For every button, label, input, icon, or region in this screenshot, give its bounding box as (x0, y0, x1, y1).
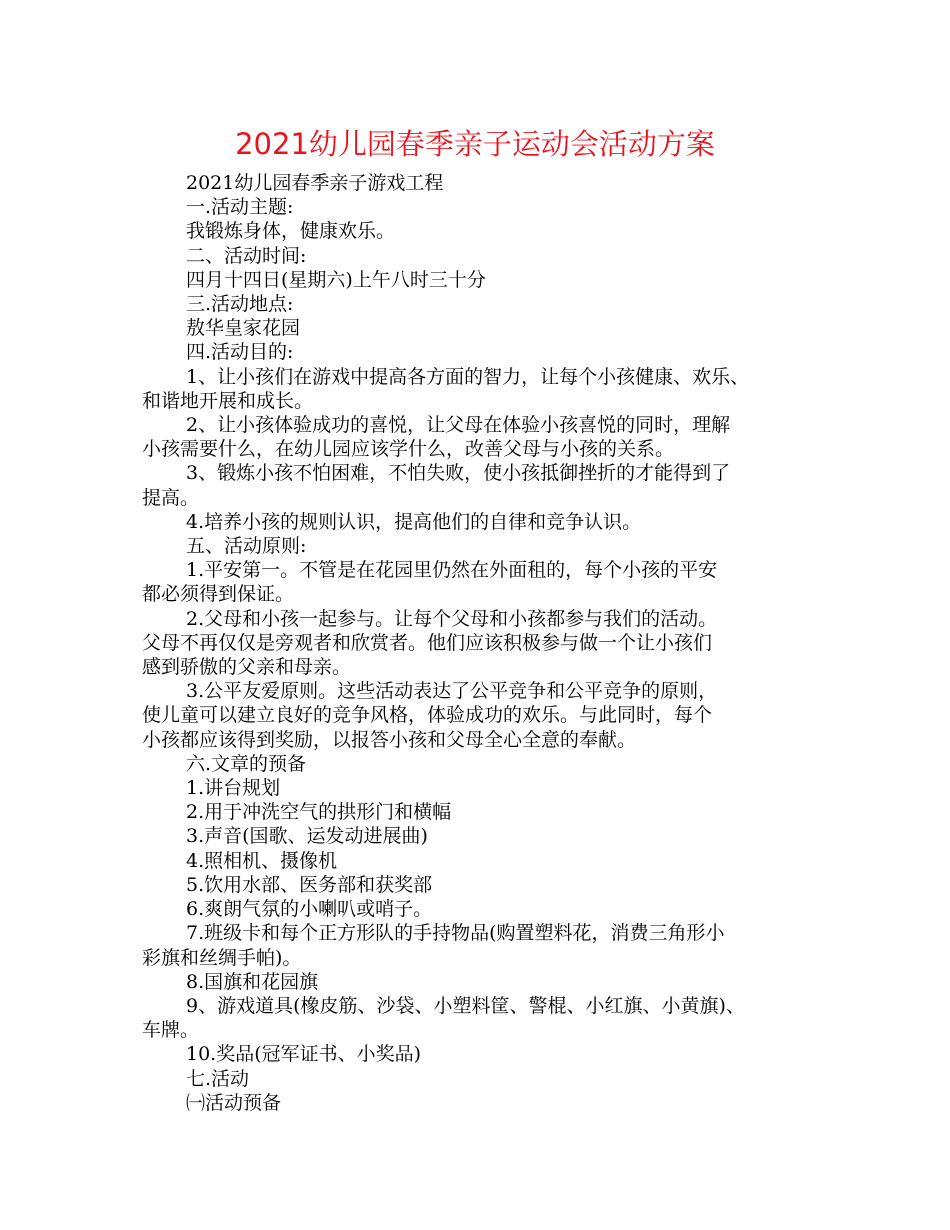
body-paragraph: 4.培养小孩的规则认识，提高他们的自律和竞争认识。 (186, 510, 642, 533)
body-paragraph: 五、活动原则: (186, 535, 307, 558)
body-paragraph: ㈠活动预备 (186, 1091, 282, 1114)
body-paragraph: 2.用于冲洗空气的拱形门和横幅 (186, 801, 452, 824)
body-paragraph: 2、让小孩体验成功的喜悦，让父母在体验小孩喜悦的同时，理解 小孩需要什么，在幼儿园应该学什么，改善父母与小孩的关系。 (142, 414, 731, 461)
body-paragraph: 9、游戏道具(橡皮筋、沙袋、小塑料筐、警棍、小红旗、小黄旗)、 车牌。 (142, 994, 745, 1042)
body-paragraph: 四.活动目的: (186, 341, 294, 364)
body-paragraph: 敖华皇家花园 (186, 317, 301, 340)
body-paragraph: 3、锻炼小孩不怕困难，不怕失败，使小孩抵御挫折的才能得到了 提高。 (142, 462, 731, 509)
body-paragraph: 5.饮用水部、医务部和获奖部 (186, 873, 433, 896)
body-paragraph: 4.照相机、摄像机 (186, 849, 338, 872)
body-paragraph: 7.班级卡和每个正方形队的手持物品(购置塑料花，消费三角形小 彩旗和丝绸手帕)。 (142, 922, 725, 969)
body-paragraph: 1.平安第一。不管是在花园里仍然在外面租的，每个小孩的平安 都必须得到保证。 (142, 559, 718, 606)
body-paragraph: 3.声音(国歌、运发动进展曲) (186, 825, 428, 848)
body-paragraph: 1、让小孩们在游戏中提高各方面的智力，让每个小孩健康、欢乐、 和谐地开展和成长。 (142, 365, 750, 412)
document-title: 2021幼儿园春季亲子运动会活动方案 (235, 127, 715, 161)
body-paragraph: 10.奖品(冠军证书、小奖品) (186, 1043, 422, 1066)
body-paragraph: 8.国旗和花园旗 (186, 970, 319, 993)
body-paragraph: 我锻炼身体，健康欢乐。 (186, 220, 396, 243)
body-paragraph: 二、活动时间: (186, 244, 307, 267)
body-paragraph: 2021幼儿园春季亲子游戏工程 (186, 172, 444, 194)
body-paragraph: 1.讲台规划 (186, 777, 281, 800)
body-paragraph: 3.公平友爱原则。这些活动表达了公平竞争和公平竞争的原则， 使儿童可以建立良好的竞争风格，体验成功的欢乐。与此同时，每个 小孩都应该得到奖励，以报答小孩和父母全心全意的奉献。 (142, 680, 718, 751)
body-paragraph: 六.文章的预备 (186, 752, 307, 775)
body-paragraph: 七.活动 (186, 1067, 250, 1090)
body-paragraph: 三.活动地点: (186, 293, 294, 316)
body-paragraph: 四月十四日(星期六)上午八时三十分 (186, 268, 486, 291)
body-paragraph: 6.爽朗气氛的小喇叭或哨子。 (186, 898, 433, 921)
body-paragraph: 2.父母和小孩一起参与。让每个父母和小孩都参与我们的活动。 父母不再仅仅是旁观者和欣赏者。他们应该积极参与做一个让小孩们 感到骄傲的父亲和母亲。 (142, 607, 718, 679)
body-paragraph: 一.活动主题: (186, 196, 294, 219)
document-body (142, 171, 822, 1115)
